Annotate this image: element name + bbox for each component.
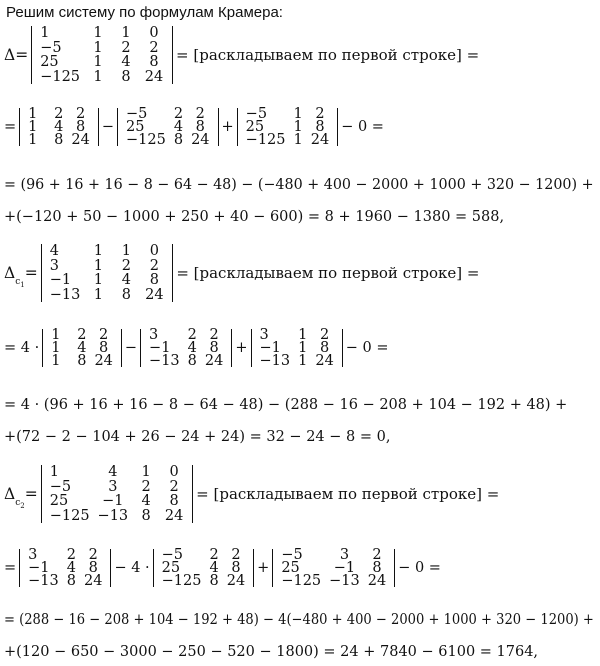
matrix-cell: 2 <box>315 106 325 122</box>
matrix-cell: 8 <box>319 339 330 356</box>
matrix-cell: −1 <box>149 339 171 356</box>
matrix-cell: −125 <box>126 131 166 148</box>
matrix-cell: 8 <box>195 118 205 135</box>
matrix-cell: 4 <box>54 118 64 135</box>
matrix-cell: 1 <box>141 464 151 480</box>
matrix-cell: −5 <box>49 478 72 495</box>
matrix-cell: 24 <box>144 68 164 85</box>
matrix-row <box>36 55 168 70</box>
matrix-cell: 3 <box>49 257 59 274</box>
matrix-cell: 8 <box>173 131 184 148</box>
matrix-cell: 1 <box>298 352 308 369</box>
delta-c2-minor-1 <box>19 549 111 587</box>
matrix-row <box>122 134 214 147</box>
matrix-cell: 0 <box>169 464 179 480</box>
matrix-cell: 2 <box>169 478 179 495</box>
matrix-cell: 3 <box>108 478 118 495</box>
matrix-cell: 8 <box>121 68 131 85</box>
delta-c2-expansion: = 3 2 2 −1 4 8 −13 8 24 − 4 · −5 2 2 25 4 8 −125 8 24 + −5 3 2 25 −1 8 −125 −13 24 − 0 = <box>4 547 441 589</box>
matrix-row <box>46 509 188 524</box>
matrix-cell: 8 <box>372 559 382 576</box>
matrix-cell: −1 <box>259 339 281 356</box>
matrix-cell: 4 <box>121 272 131 289</box>
matrix-cell: 1 <box>49 464 59 480</box>
matrix-cell: 8 <box>315 118 325 135</box>
matrix-cell: 25 <box>49 493 69 510</box>
matrix-cell: 2 <box>149 257 159 274</box>
matrix-cell: 0 <box>149 25 159 41</box>
matrix-row <box>46 480 188 495</box>
matrix-cell: −1 <box>333 559 356 576</box>
matrix-cell: 24 <box>191 131 210 148</box>
delta-expansion-note: = [раскладываем по первой строке] = <box>176 46 480 65</box>
delta-c2-matrix <box>41 465 193 523</box>
matrix-cell: 1 <box>121 25 131 41</box>
matrix-cell: −13 <box>28 572 59 589</box>
matrix-cell: 1 <box>28 106 38 122</box>
matrix-cell: 8 <box>169 493 179 510</box>
matrix-cell: 2 <box>195 106 205 122</box>
matrix-cell: 1 <box>293 118 303 135</box>
matrix-cell: 8 <box>149 272 159 289</box>
matrix-cell: 4 <box>108 464 118 480</box>
matrix-cell: 8 <box>76 118 86 135</box>
matrix-cell: 2 <box>319 327 330 343</box>
delta-c1-expansion: = 4 · 1 2 2 1 4 8 1 8 24 − 3 2 2 −1 4 8 −13 8 24 + 3 1 2 −1 1 8 −13 1 24 − 0 = <box>4 327 389 369</box>
matrix-row <box>46 288 169 303</box>
matrix-row <box>36 26 168 41</box>
matrix-row <box>36 41 168 56</box>
delta-c2-expansion-note: = [раскладываем по первой строке] = <box>196 485 500 504</box>
matrix-cell: 8 <box>231 559 241 576</box>
matrix-cell: −5 <box>161 547 184 563</box>
matrix-cell: −13 <box>329 572 360 589</box>
matrix-cell: 3 <box>149 327 159 343</box>
matrix-cell: 25 <box>281 559 300 576</box>
matrix-cell: 2 <box>231 547 241 563</box>
matrix-cell: 24 <box>84 572 103 589</box>
matrix-row <box>46 465 188 480</box>
matrix-cell: 2 <box>141 478 151 495</box>
matrix-cell: 2 <box>66 547 76 563</box>
delta-c1-matrix <box>41 244 174 302</box>
matrix-cell: −1 <box>28 559 50 576</box>
matrix-row <box>46 244 169 259</box>
matrix-cell: 4 <box>173 118 184 135</box>
matrix-cell: 2 <box>99 327 109 343</box>
delta-c1-symbol: $\Delta_{c_1}$ <box>4 264 25 290</box>
matrix-cell: 1 <box>51 339 61 356</box>
matrix-cell: −13 <box>97 507 129 524</box>
matrix-cell: 1 <box>93 68 103 85</box>
matrix-cell: 3 <box>28 547 38 563</box>
matrix-row <box>24 575 106 588</box>
delta-minor-3 <box>237 108 339 146</box>
matrix-cell: 8 <box>149 54 159 71</box>
matrix-row <box>256 355 338 368</box>
matrix-cell: 2 <box>121 257 131 274</box>
matrix-cell: 25 <box>161 559 181 576</box>
matrix-cell: 1 <box>51 327 61 343</box>
matrix-cell: 8 <box>54 131 64 148</box>
matrix-cell: 1 <box>28 118 38 135</box>
matrix-row <box>277 575 390 588</box>
matrix-cell: 2 <box>88 547 98 563</box>
matrix-cell: −125 <box>49 507 90 524</box>
matrix-cell: −13 <box>259 352 291 369</box>
matrix-cell: 1 <box>93 243 103 259</box>
matrix-cell: 2 <box>149 39 159 56</box>
matrix-cell: −13 <box>149 352 180 369</box>
matrix-cell: −125 <box>245 131 286 148</box>
matrix-cell: −125 <box>161 572 202 589</box>
matrix-cell: 4 <box>141 493 151 510</box>
matrix-cell: 4 <box>209 559 219 576</box>
matrix-cell: 4 <box>187 339 197 356</box>
matrix-cell: 1 <box>40 25 50 41</box>
matrix-cell: 8 <box>209 572 219 589</box>
matrix-cell: 2 <box>121 39 131 56</box>
matrix-row <box>36 70 168 85</box>
delta-c1-minor-1 <box>42 329 122 367</box>
matrix-cell: 0 <box>149 243 159 259</box>
matrix-cell: −1 <box>102 493 124 510</box>
title: Решим систему по формулам Крамера: <box>6 4 283 21</box>
matrix-cell: 1 <box>28 131 38 148</box>
delta-c1-expansion-note: = [раскладываем по первой строке] = <box>176 264 480 283</box>
matrix-cell: 1 <box>121 243 131 259</box>
delta-c2-minor-3 <box>272 549 395 587</box>
delta-c1-definition: $\Delta_{c_1}$ = 4 1 1 0 3 1 2 2 −1 1 4 8 −13 1 8 24 = [раскладываем по первой строке] = <box>4 243 480 303</box>
matrix-cell: 1 <box>93 39 103 56</box>
matrix-cell: 1 <box>93 54 103 71</box>
delta-symbol: Δ <box>4 46 16 65</box>
matrix-row <box>24 134 94 147</box>
matrix-cell: −125 <box>281 572 322 589</box>
matrix-row <box>46 259 169 274</box>
delta-c1-minor-2 <box>140 329 232 367</box>
matrix-cell: 24 <box>94 352 113 369</box>
matrix-cell: −13 <box>49 286 81 303</box>
matrix-cell: 1 <box>293 106 303 122</box>
matrix-cell: 8 <box>141 507 151 524</box>
delta-c1-computation-1: = 4 · (96 + 16 + 16 − 8 − 64 − 48) − (288 − 16 − 208 + 104 − 192 + 48) + <box>4 397 568 413</box>
matrix-cell: 8 <box>77 352 87 369</box>
delta-c2-definition: $\Delta_{c_2}$ = 1 4 1 0 −5 3 2 2 25 −1 4 8 −125 −13 8 24 = [раскладываем по первой строке] = <box>4 464 500 524</box>
matrix-cell: 2 <box>187 327 197 343</box>
delta-c2-computation-1: = (288 − 16 − 208 + 104 − 192 + 48) − 4(−480 + 400 − 2000 + 1000 + 320 − 1200) + <box>4 612 594 628</box>
matrix-cell: 24 <box>71 131 90 148</box>
matrix-cell: 24 <box>310 131 330 148</box>
matrix-cell: 8 <box>187 352 197 369</box>
matrix-cell: 1 <box>298 339 308 356</box>
matrix-cell: 2 <box>54 106 64 122</box>
matrix-row <box>242 134 334 147</box>
delta-minor-2 <box>117 108 219 146</box>
matrix-cell: 2 <box>76 106 86 122</box>
delta-computation-2: +(−120 + 50 − 1000 + 250 + 40 − 600) = 8 + 1960 − 1380 = 588, <box>4 209 505 225</box>
matrix-row <box>46 273 169 288</box>
matrix-cell: −125 <box>40 68 81 85</box>
delta-c1-minor-3 <box>251 329 343 367</box>
delta-definition: Δ = 1 1 1 0 −5 1 2 2 25 1 4 8 −125 1 8 24 = [раскладываем по первой строке] = <box>4 25 480 85</box>
matrix-cell: 4 <box>77 339 87 356</box>
matrix-cell: 8 <box>121 286 131 303</box>
matrix-cell: −5 <box>281 547 303 563</box>
matrix-cell: 3 <box>259 327 269 343</box>
matrix-cell: 24 <box>367 572 387 589</box>
matrix-cell: 2 <box>173 106 184 122</box>
delta-c1-computation-2: +(72 − 2 − 104 + 26 − 24 + 24) = 32 − 24 − 8 = 0, <box>4 429 391 445</box>
delta-matrix <box>31 26 173 84</box>
matrix-cell: 2 <box>77 327 87 343</box>
matrix-cell: 25 <box>126 118 145 135</box>
matrix-cell: 1 <box>93 25 103 41</box>
matrix-row <box>158 575 250 588</box>
matrix-row <box>46 494 188 509</box>
matrix-cell: 24 <box>145 286 164 303</box>
matrix-cell: −1 <box>49 272 72 289</box>
delta-c2-computation-2: +(120 − 650 − 3000 − 250 − 520 − 1800) = 24 + 7840 − 6100 = 1764, <box>4 644 539 660</box>
matrix-cell: 8 <box>99 339 109 356</box>
matrix-cell: 24 <box>226 572 246 589</box>
matrix-cell: 4 <box>49 243 59 259</box>
matrix-cell: 3 <box>339 547 350 563</box>
matrix-cell: 24 <box>315 352 334 369</box>
delta-computation-1: = (96 + 16 + 16 − 8 − 64 − 48) − (−480 + 400 − 2000 + 1000 + 320 − 1200) + <box>4 177 594 193</box>
matrix-cell: 1 <box>51 352 61 369</box>
matrix-cell: 1 <box>298 327 308 343</box>
matrix-cell: 24 <box>164 507 184 524</box>
matrix-cell: −5 <box>40 39 62 56</box>
matrix-cell: 8 <box>66 572 76 589</box>
matrix-cell: 2 <box>209 547 219 563</box>
matrix-cell: 4 <box>66 559 76 576</box>
matrix-cell: 1 <box>293 131 303 148</box>
matrix-cell: −5 <box>245 106 268 122</box>
matrix-cell: 2 <box>209 327 219 343</box>
matrix-cell: 1 <box>93 257 103 274</box>
matrix-cell: 25 <box>40 54 59 71</box>
matrix-cell: 2 <box>372 547 382 563</box>
delta-c2-minor-2 <box>153 549 255 587</box>
matrix-cell: 8 <box>209 339 219 356</box>
matrix-cell: 8 <box>88 559 98 576</box>
matrix-row <box>47 355 117 368</box>
matrix-cell: −5 <box>126 106 148 122</box>
matrix-cell: 1 <box>93 272 103 289</box>
matrix-cell: 4 <box>121 54 131 71</box>
delta-c2-symbol: $\Delta_{c_2}$ <box>4 485 25 511</box>
delta-minor-1 <box>19 108 99 146</box>
matrix-row <box>145 355 227 368</box>
delta-expansion: = 1 2 2 1 4 8 1 8 24 − −5 2 2 25 4 8 −125 8 24 + −5 1 2 25 1 8 −125 1 24 − 0 = <box>4 106 384 148</box>
matrix-cell: 24 <box>204 352 224 369</box>
matrix-cell: 1 <box>93 286 103 303</box>
matrix-cell: 25 <box>245 118 265 135</box>
